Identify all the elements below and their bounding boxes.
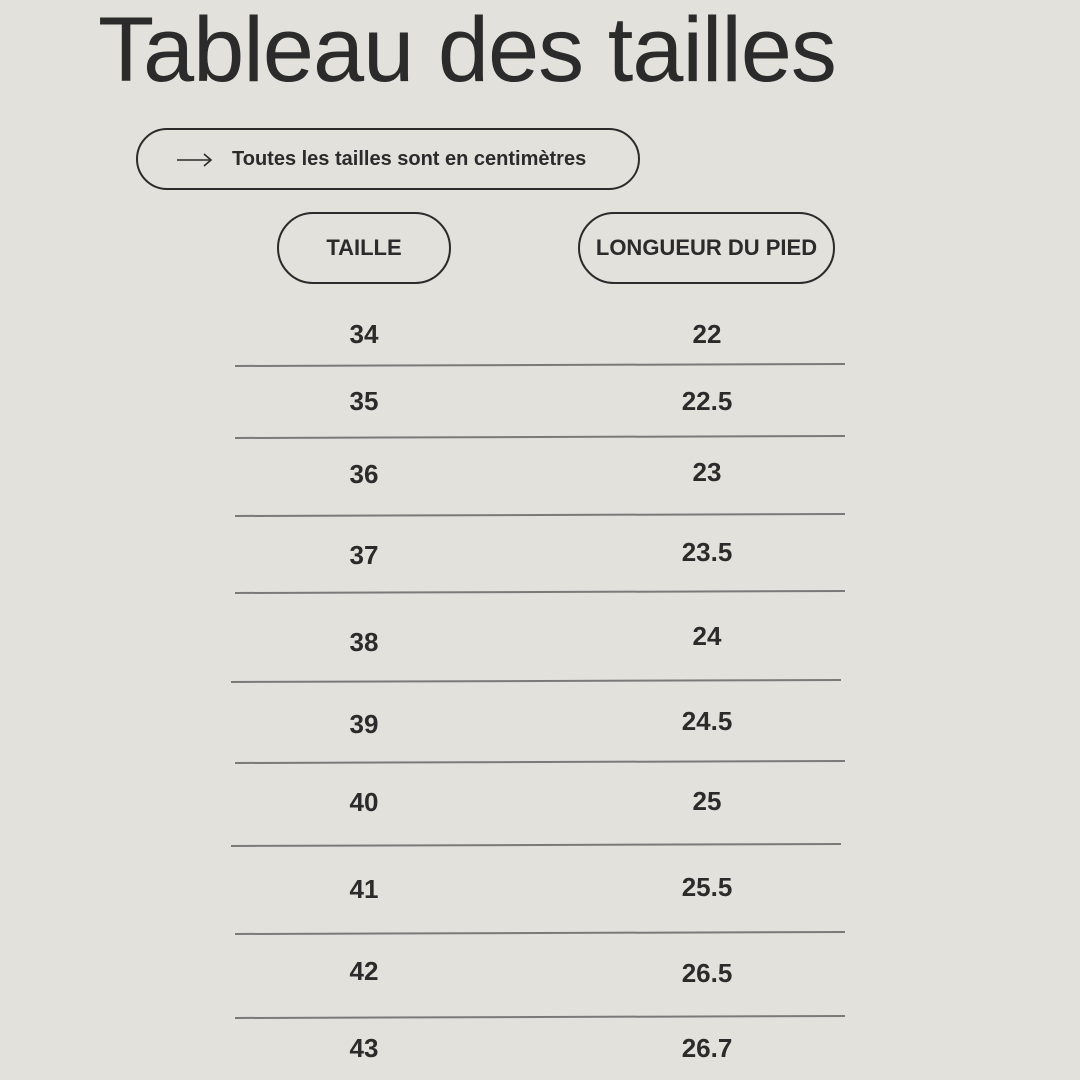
size-cell: 34 [349,319,379,349]
row-divider [235,436,845,438]
row-divider [235,514,845,516]
length-cell: 25.5 [681,872,733,902]
length-cell: 26.7 [681,1033,733,1063]
units-note-text: Toutes les tailles sont en centimètres [232,148,587,170]
size-cell: 35 [349,386,379,416]
size-cell: 38 [349,627,379,657]
row-divider [235,932,845,934]
length-cell: 24 [692,621,722,651]
column-header-foot-length: LONGUEUR DU PIED [578,212,835,284]
size-cell: 42 [349,956,379,986]
length-cell: 25 [692,786,722,816]
row-divider [235,1016,845,1018]
row-divider [231,844,841,846]
size-cell: 36 [349,459,379,489]
size-cell: 39 [349,709,379,739]
page-title: Tableau des tailles [98,0,836,101]
length-cell: 23 [692,457,722,487]
row-divider [231,680,841,682]
length-cell: 22.5 [681,386,733,416]
column-header-size: TAILLE [277,212,451,284]
row-divider [235,591,845,593]
length-cell: 22 [692,319,722,349]
length-cell: 23.5 [681,537,733,567]
row-divider [235,761,845,763]
length-cell: 24.5 [681,706,733,736]
length-cell: 26.5 [681,958,733,988]
size-cell: 41 [349,874,379,904]
size-cell: 43 [349,1033,379,1063]
size-cell: 40 [349,787,379,817]
row-divider [235,364,845,366]
size-cell: 37 [349,540,379,570]
